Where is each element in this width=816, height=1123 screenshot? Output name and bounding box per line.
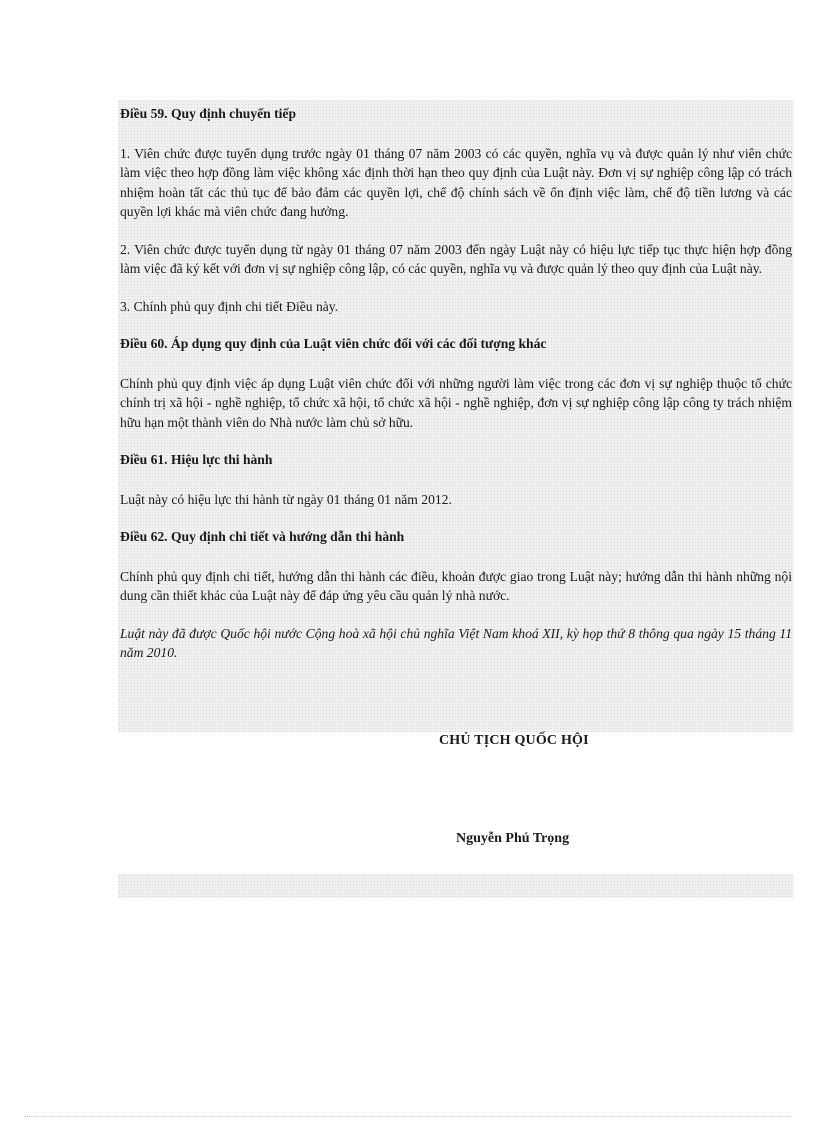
shaded-footer-band: [118, 874, 794, 898]
article-61-heading: Điều 61. Hiệu lực thi hành: [120, 452, 273, 467]
adoption-note: Luật này đã được Quốc hội nước Cộng hoà xã hội chủ nghĩa Việt Nam khoá XII, kỳ họp thứ 8 thông qua ngày 15 tháng 11 năm 2010.: [120, 625, 792, 660]
article-62-heading: Điều 62. Quy định chi tiết và hướng dẫn thi hành: [120, 529, 405, 544]
article-60-heading: Điều 60. Áp dụng quy định của Luật viên chức đối với các đối tượng khác: [120, 336, 547, 351]
signatory-title: CHỦ TỊCH QUỐC HỘI: [439, 733, 589, 748]
article-61-body: Luật này có hiệu lực thi hành từ ngày 01 tháng 01 năm 2012.: [120, 491, 452, 507]
article-59-clause-2: 2. Viên chức được tuyển dụng từ ngày 01 tháng 07 năm 2003 đến ngày Luật này có hiệu lực tiếp tục thực hiện hợp đồng làm việc đã ký kết với đơn vị sự nghiệp công lập, có các quyền, nghĩa vụ và được quản lý theo quy định của Luật này.: [120, 241, 792, 276]
article-59-clause-1: 1. Viên chức được tuyển dụng trước ngày 01 tháng 07 năm 2003 có các quyền, nghĩa vụ và được quản lý như viên chức làm việc theo hợp đồng làm việc không xác định thời hạn theo quy định của Luật này. Đơn vị sự nghiệp công lập có trách nhiệm hoàn tất các thủ tục để bảo đảm các quyền lợi, chế độ chính sách về ổn định việc làm, chế độ tiền lương và các quyền lợi khác mà viên chức đang hưởng.: [120, 145, 792, 219]
article-62-body: Chính phủ quy định chi tiết, hướng dẫn thi hành các điều, khoản được giao trong Luật này; hướng dẫn thi hành những nội dung cần thiết khác của Luật này để đáp ứng yêu cầu quản lý nhà nước.: [120, 568, 792, 603]
signatory-name: Nguyễn Phú Trọng: [456, 831, 570, 846]
article-59-heading: Điều 59. Quy định chuyển tiếp: [120, 106, 297, 121]
article-59-clause-3: 3. Chính phủ quy định chi tiết Điều này.: [120, 298, 339, 314]
page-bottom-divider: [24, 1116, 792, 1117]
law-text-body: [120, 104, 792, 663]
article-60-body: Chính phủ quy định việc áp dụng Luật viên chức đối với những người làm việc trong các đơn vị sự nghiệp thuộc tổ chức chính trị xã hội - nghề nghiệp, tổ chức xã hội, tổ chức xã hội - nghề nghiệp, đơn vị sự nghiệp công lập công ty trách nhiệm hữu hạn một thành viên do Nhà nước làm chủ sở hữu.: [120, 375, 792, 430]
